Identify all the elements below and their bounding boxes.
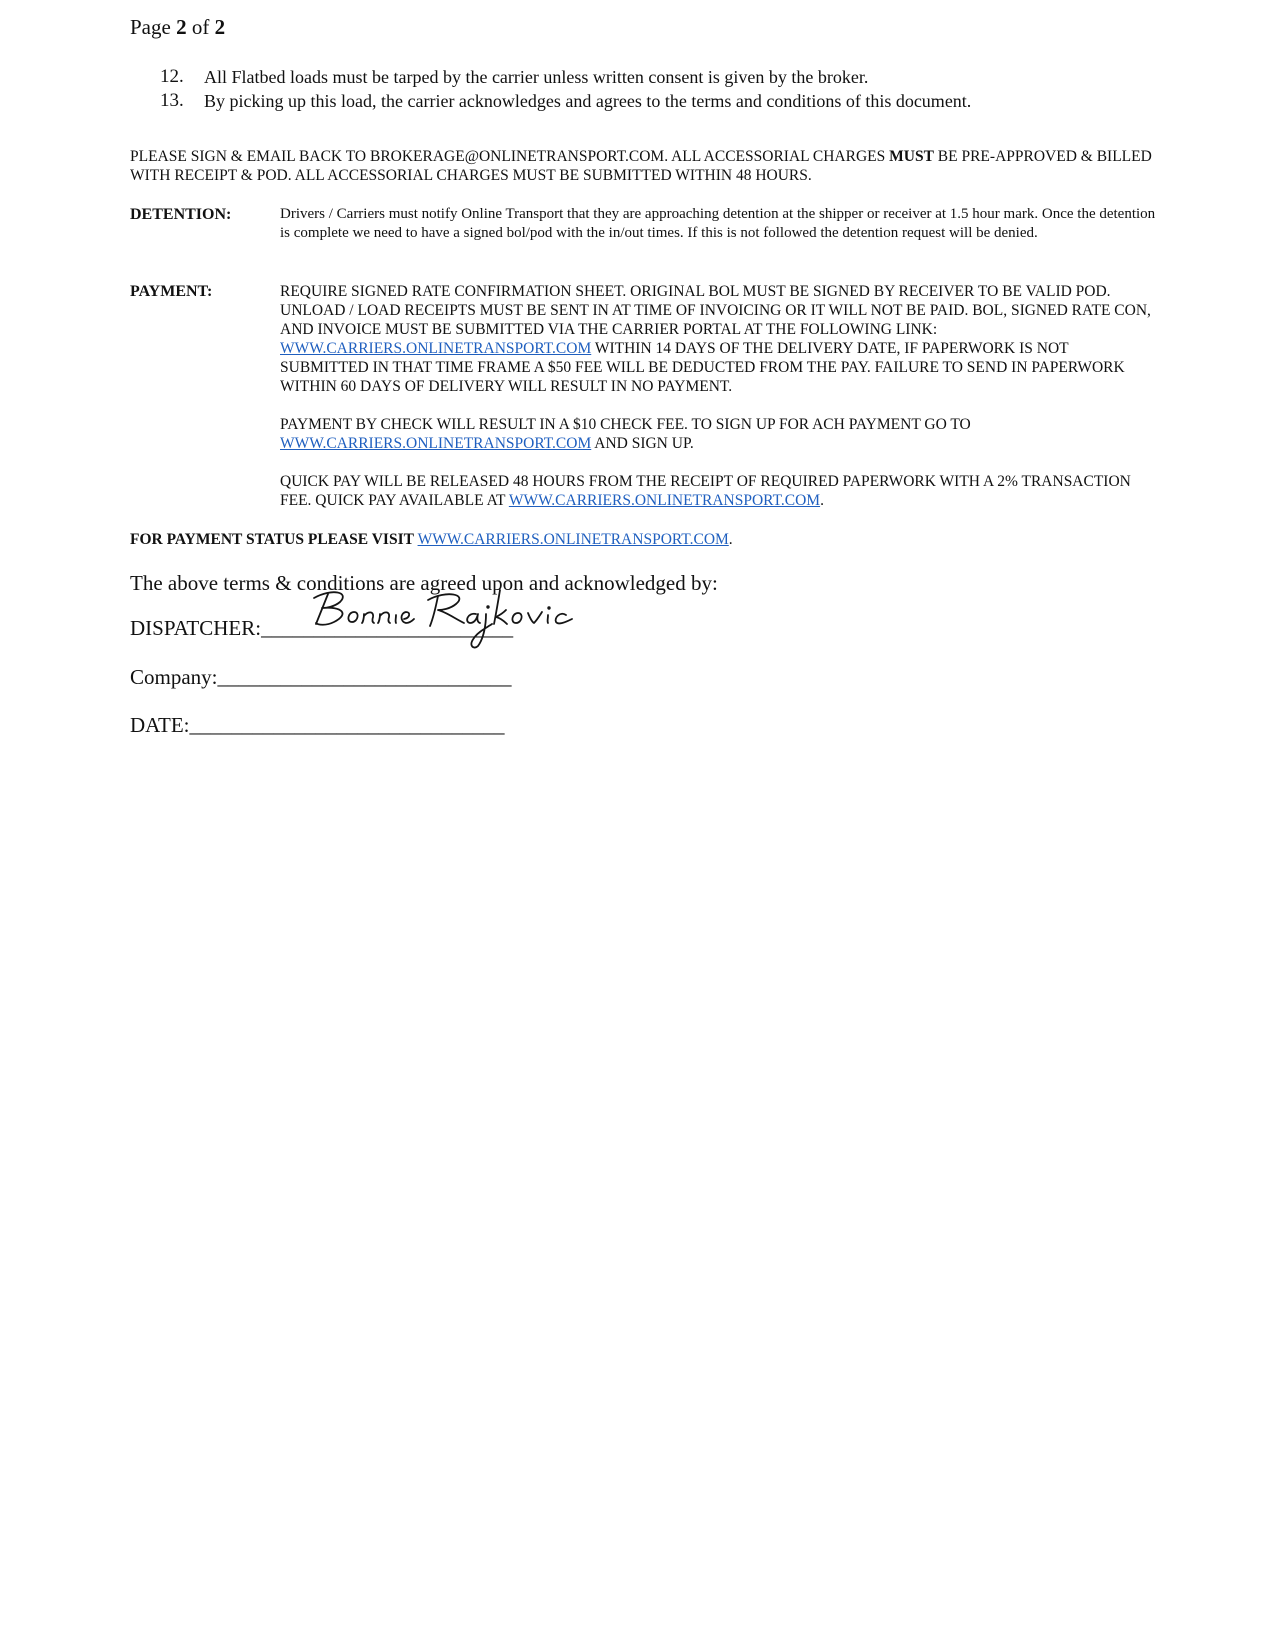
terms-item-number: 12. (160, 66, 184, 87)
ach-signup-link[interactable]: WWW.CARRIERS.ONLINETRANSPORT.COM (280, 435, 592, 452)
acknowledgement-text: The above terms & conditions are agreed upon and acknowledged by: (130, 571, 718, 595)
page-current: 2 (176, 15, 187, 39)
payment-section (130, 282, 1160, 529)
quick-pay-link[interactable]: WWW.CARRIERS.ONLINETRANSPORT.COM (508, 492, 821, 509)
payment-status-line (130, 530, 733, 549)
date-label: DATE: (130, 713, 190, 737)
notice-text-end: BE PRE-APPROVED & BILLED WITH RECEIPT & POD. ALL ACCESSORIAL CHARGES MUST BE SUBMITTED WITHIN 48 HOURS. (130, 148, 1152, 184)
sign-and-email-notice (130, 147, 1160, 185)
detention-text: Drivers / Carriers must notify Online Transport that they are approaching detention at the shipper or receiver at 1.5 hour mark. Once the detention is complete we need to have a signed bol/pod with the in/out times. If this is not followed the detention request will be denied. (280, 206, 1156, 241)
payment-paragraph-quick-pay (280, 472, 1160, 510)
notice-emphasis: MUST (889, 148, 934, 165)
dispatcher-label: DISPATCHER: (130, 616, 262, 640)
detention-label: DETENTION: (130, 206, 232, 223)
terms-list (160, 65, 1160, 113)
payment-status-label: FOR PAYMENT STATUS PLEASE VISIT (130, 531, 418, 548)
payment-paragraph-paperwork (280, 282, 1160, 396)
payment-status-end: . (728, 531, 733, 548)
date-signature-line (130, 712, 505, 738)
payment-paperwork-text-end: WITHIN 14 DAYS OF THE DELIVERY DATE, IF PAPERWORK IS NOT SUBMITTED IN THAT TIME FRAME A $50 FEE WILL BE DEDUCTED FROM THE PAY. FAILURE TO SEND IN PAPERWORK WITHIN 60 DAYS OF DELIVERY WILL RESULT IN NO PAYMENT. (280, 340, 1125, 395)
terms-item-text: By picking up this load, the carrier acknowledges and agrees to the terms and conditions of this document. (204, 91, 972, 111)
date-blank[interactable]: ______________________________ (189, 713, 505, 737)
terms-item-number: 13. (160, 90, 184, 111)
page-of: of (191, 15, 210, 39)
quick-pay-text: QUICK PAY WILL BE RELEASED 48 HOURS FROM THE RECEIPT OF REQUIRED PAPERWORK WITH A 2% TRANSACTION FEE. QUICK PAY AVAILABLE AT (280, 473, 1131, 509)
payment-label: PAYMENT: (130, 283, 213, 300)
dispatcher-blank[interactable]: ________________________ (261, 616, 514, 640)
page-total: 2 (214, 15, 226, 39)
payment-check-text: PAYMENT BY CHECK WILL RESULT IN A $10 CHECK FEE. TO SIGN UP FOR ACH PAYMENT GO TO (280, 416, 971, 433)
company-label: Company: (130, 665, 218, 689)
terms-item-text: All Flatbed loads must be tarped by the carrier unless written consent is given by the broker. (204, 67, 869, 87)
terms-item (160, 65, 1160, 89)
page-word: Page (130, 15, 171, 39)
page-number (130, 15, 225, 39)
company-blank[interactable]: ____________________________ (217, 665, 512, 689)
dispatcher-signature (310, 588, 580, 650)
terms-item (160, 89, 1160, 113)
payment-body (280, 282, 1160, 510)
detention-section (130, 205, 1160, 243)
carrier-portal-link[interactable]: WWW.CARRIERS.ONLINETRANSPORT.COM (280, 340, 592, 357)
quick-pay-text-end: . (820, 492, 824, 509)
payment-status-link[interactable]: WWW.CARRIERS.ONLINETRANSPORT.COM (417, 531, 729, 548)
notice-text-start: PLEASE SIGN & EMAIL BACK TO BROKERAGE@ONLINETRANSPORT.COM. ALL ACCESSORIAL CHARGES (130, 148, 890, 165)
company-signature-line (130, 664, 512, 690)
payment-paragraph-check-fee (280, 415, 1160, 453)
payment-check-text-end: AND SIGN UP. (591, 435, 694, 452)
payment-paperwork-text: REQUIRE SIGNED RATE CONFIRMATION SHEET. ORIGINAL BOL MUST BE SIGNED BY RECEIVER TO BE VALID POD. UNLOAD / LOAD RECEIPTS MUST BE SENT IN AT TIME OF INVOICING OR IT WILL NOT BE PAID. BOL, SIGNED RATE CON, AND INVOICE MUST BE SUBMITTED VIA THE CARRIER PORTAL AT THE FOLLOWING LINK: (280, 283, 1151, 338)
